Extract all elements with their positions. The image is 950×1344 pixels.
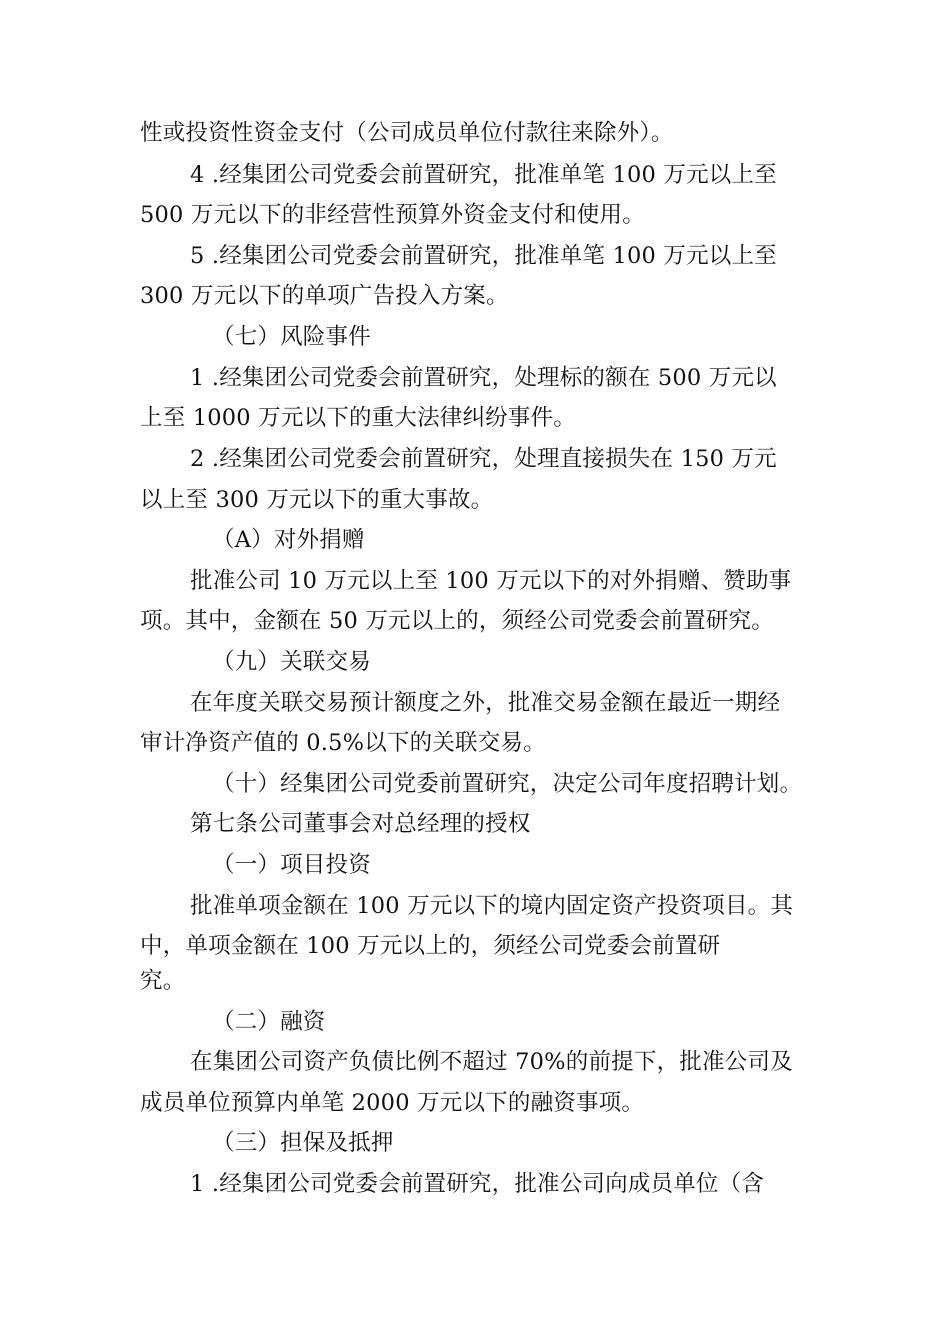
paragraph-line: 在年度关联交易预计额度之外，批准交易金额在最近一期经 (190, 690, 781, 716)
paragraph-line: 4 .经集团公司党委会前置研究，批准单笔 100 万元以上至 (190, 162, 777, 188)
section-heading: （十）经集团公司党委前置研究，决定公司年度招聘计划。 (212, 771, 803, 797)
paragraph-line: 1 .经集团公司党委会前置研究，处理标的额在 500 万元以 (190, 365, 777, 391)
paragraph-line: 项。其中，金额在 50 万元以上的，须经公司党委会前置研究。 (140, 608, 774, 634)
paragraph-line: 300 万元以下的单项广告投入方案。 (140, 283, 509, 309)
article-heading: 第七条公司董事会对总经理的授权 (190, 811, 531, 837)
paragraph-line: 在集团公司资产负债比例不超过 70%的前提下，批准公司及 (190, 1049, 793, 1075)
section-heading: （三）担保及抵押 (212, 1130, 394, 1156)
section-heading: （二）融资 (212, 1009, 326, 1035)
paragraph-line: 中，单项金额在 100 万元以上的，须经公司党委会前置研 (140, 933, 721, 959)
section-heading: （九）关联交易 (212, 649, 371, 675)
paragraph-line: 以上至 300 万元以下的重大事故。 (140, 487, 494, 513)
paragraph-line: 2 .经集团公司党委会前置研究，处理直接损失在 150 万元 (190, 446, 777, 472)
paragraph-line: 上至 1000 万元以下的重大法律纠纷事件。 (140, 405, 576, 431)
paragraph-line: 性或投资性资金支付（公司成员单位付款往来除外）。 (140, 120, 674, 146)
section-heading: （A）对外捐赠 (212, 527, 365, 553)
paragraph-line: 审计净资产值的 0.5%以下的关联交易。 (140, 730, 546, 756)
section-heading: （七）风险事件 (212, 324, 371, 350)
paragraph-line: 5 .经集团公司党委会前置研究，批准单笔 100 万元以上至 (190, 243, 777, 269)
paragraph-line: 究。 (140, 968, 186, 994)
section-heading: （一）项目投资 (212, 852, 371, 878)
paragraph-line: 成员单位预算内单笔 2000 万元以下的融资事项。 (140, 1090, 645, 1116)
paragraph-line: 批准单项金额在 100 万元以下的境内固定资产投资项目。其 (190, 893, 794, 919)
paragraph-line: 1 .经集团公司党委会前置研究，批准公司向成员单位（含 (190, 1171, 765, 1197)
paragraph-line: 500 万元以下的非经营性预算外资金支付和使用。 (140, 202, 645, 228)
paragraph-line: 批准公司 10 万元以上至 100 万元以下的对外捐赠、赞助事 (190, 568, 792, 594)
